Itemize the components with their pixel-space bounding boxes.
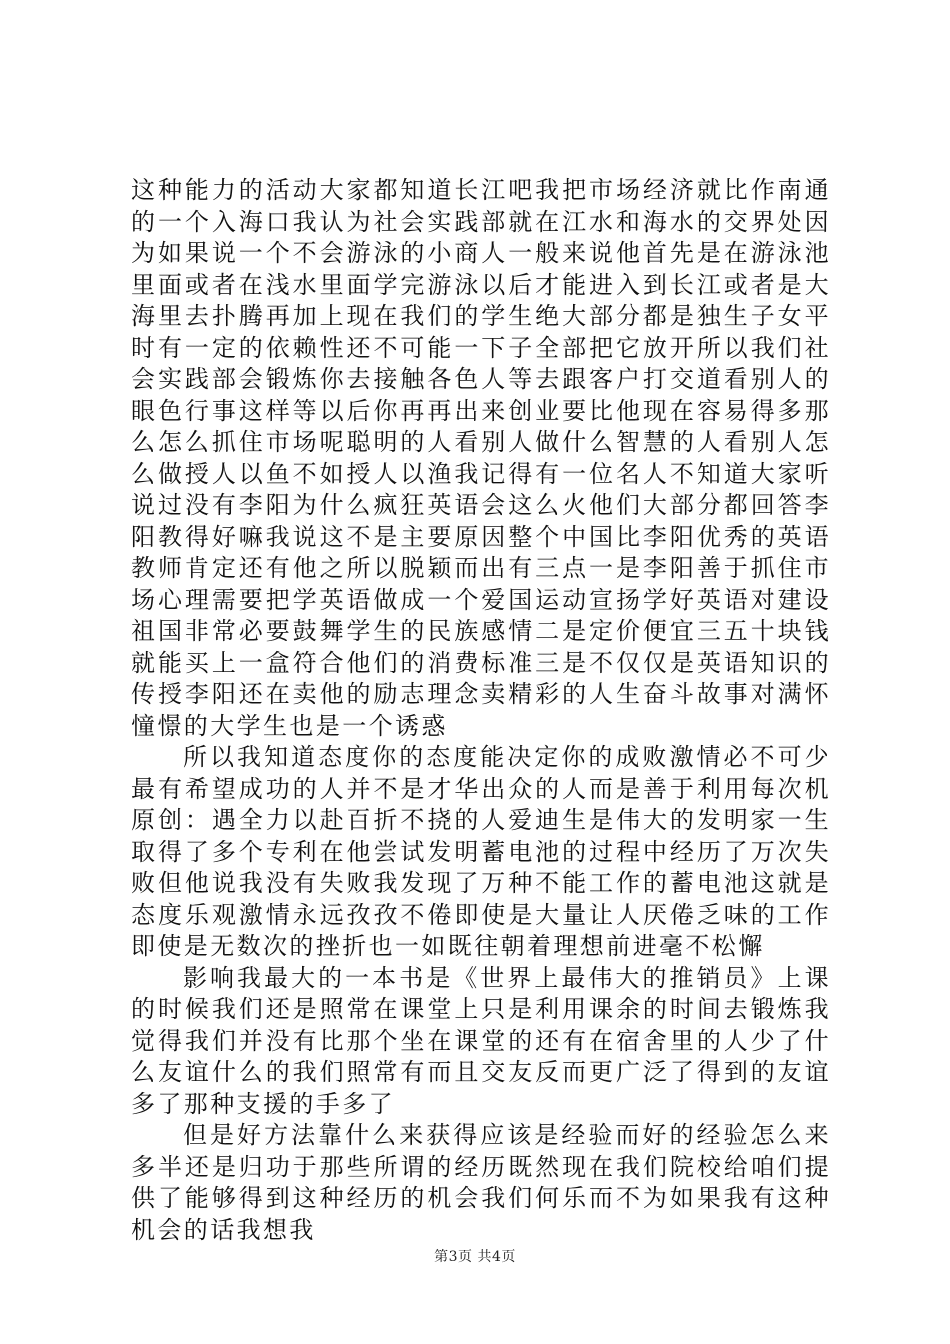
paragraph: 影响我最大的一本书是《世界上最伟大的推销员》上课的时候我们还是照常在课堂上只是利用课余的时间去锻炼我觉得我们并没有比那个坐在课堂的还有在宿舍里的人少了什么友谊什么的我们照常有而且交友反而更广泛了得到的友谊多了那种支援的手多了 (131, 963, 831, 1118)
paragraph: 但是好方法靠什么来获得应该是经验而好的经验怎么来多半还是归功于那些所谓的经历既然现在我们院校给咱们提供了能够得到这种经历的机会我们何乐而不为如果我有这种机会的话我想我 (131, 1121, 831, 1244)
page-number-footer: 第3页 共4页 (434, 1249, 516, 1265)
document-body (131, 175, 831, 1246)
paragraph: 所以我知道态度你的态度能决定你的成败激情必不可少最有希望成功的人并不是才华出众的人而是善于利用每次机原创：遇全力以赴百折不挠的人爱迪生是伟大的发明家一生取得了多个专利在他尝试发明蓄电池的过程中经历了万次失败但他说我没有失败我发现了万种不能工作的蓄电池这就是态度乐观激情永远孜孜不倦即使是大量让人厌倦乏味的工作即使是无数次的挫折也一如既往朝着理想前进毫不松懈 (131, 743, 831, 960)
paragraph: 这种能力的活动大家都知道长江吧我把市场经济就比作南通的一个入海口我认为社会实践部就在江水和海水的交界处因为如果说一个不会游泳的小商人一般来说他首先是在游泳池里面或者在浅水里面学完游泳以后才能进入到长江或者是大海里去扑腾再加上现在我们的学生绝大部分都是独生子女平时有一定的依赖性还不可能一下子全部把它放开所以我们社会实践部会锻炼你去接触各色人等去跟客户打交道看别人的眼色行事这样等以后你再再出来创业要比他现在容易得多那么怎么抓住市场呢聪明的人看别人做什么智慧的人看别人怎么做授人以鱼不如授人以渔我记得有一位名人不知道大家听说过没有李阳为什么疯狂英语会这么火他们大部分都回答李阳教得好嘛我说这不是主要原因整个中国比李阳优秀的英语教师肯定还有他之所以脱颖而出有三点一是李阳善于抓住市场心理需要把学英语做成一个爱国运动宣扬学好英语对建设祖国非常必要鼓舞学生的民族感情二是定价便宜三五十块钱就能买上一盒符合他们的消费标准三是不仅仅是英语知识的传授李阳还在卖他的励志理念卖精彩的人生奋斗故事对满怀憧憬的大学生也是一个诱惑 (131, 176, 831, 740)
